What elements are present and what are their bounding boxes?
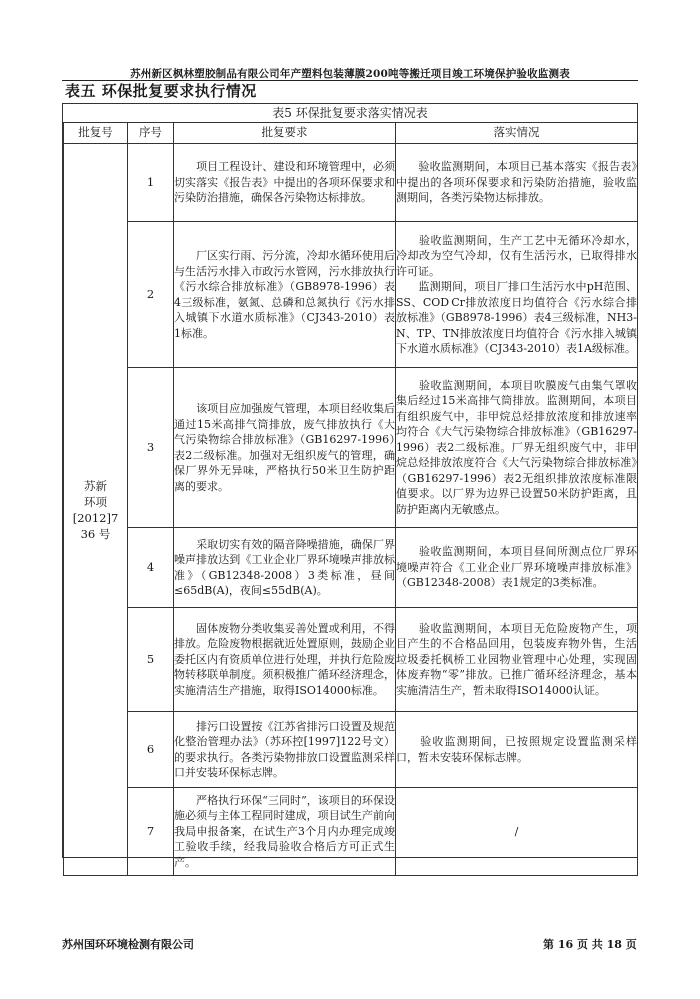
approval-number-cell [64, 144, 128, 876]
result-text: 验收监测期间，本项目昼间所测点位厂界环境噪声符合《工业企业厂界环境噪声排放标准》（GB12348-2008）表1规定的3类标准。 [396, 545, 637, 590]
table-row [64, 788, 638, 876]
page-header-title: 苏州新区枫林塑胶制品有限公司年产塑料包装薄膜200吨等搬迁项目竣工环境保护验收监测表 [130, 68, 570, 80]
requirement-text: 项目工程设计、建设和环境管理中，必须切实落实《报告表》中提出的各项环保要求和污染防治措施，确保各污染物达标排放。 [174, 160, 395, 205]
table-header-row [64, 123, 638, 144]
result-cell [396, 788, 638, 876]
seq-cell: 6 [128, 712, 174, 788]
requirement-cell [174, 144, 396, 222]
requirements-table-frame [62, 103, 638, 869]
table-row [64, 144, 638, 222]
requirement-cell [174, 712, 396, 788]
seq-cell: 1 [128, 144, 174, 222]
requirement-text: 该项目应加强废气管理，本项目经收集后通过15米高排气筒排放，废气排放执行《大气污染物综合排放标准》（GB16297-1996）表2二级标准。加强对无组织废气的管理，确保厂界外无异味，严格执行50米卫生防护距离的要求。 [174, 402, 395, 493]
seq-cell: 7 [128, 788, 174, 876]
requirement-cell [174, 788, 396, 876]
header-requirement: 批复要求 [174, 123, 396, 144]
header-approval-no: 批复号 [64, 123, 128, 144]
result-text: 验收监测期间，已按照规定设置监测采样口，暂未安装环保标志牌。 [396, 735, 637, 764]
requirement-text: 采取切实有效的隔音降噪措施，确保厂界噪声排放达到《工业企业厂界环境噪声排放标准》（GB12348-2008）3类标准，昼间≤65dB(A)，夜间≤55dB(A)。 [174, 537, 395, 597]
requirement-text: 严格执行环保“三同时”，该项目的环保设施必须与主体工程同时建成，项目试生产前向我局申报备案，在试生产3个月内办理完成竣工验收手续，经我局验收合格后方可正式生产。 [174, 793, 395, 869]
footer-company: 苏州国环环境检测有限公司 [62, 938, 194, 951]
table-row [64, 528, 638, 608]
table-row [64, 608, 638, 712]
result-text: 验收监测期间，本项目无危险废物产生，项目产生的不合格品回用，包装废弃物外售，生活垃圾委托枫桥工业园物业管理中心处理，实现固体废弃物“零”排放。已推广循环经济理念，基本实施清洁生产，暂未取得ISO14000认证。 [396, 621, 637, 697]
requirement-text: 固体废物分类收集妥善处置或利用，不得排放。危险废物根据就近处置原则，鼓励企业委托区内有资质单位进行处理，并执行危险废物转移联单制度。须积极推广循环经济理念，实施清洁生产措施，取得ISO14000标准。 [174, 621, 395, 697]
requirement-cell [174, 368, 396, 528]
requirement-cell [174, 528, 396, 608]
result-text: 验收监测期间，生产工艺中无循环冷却水，冷却改为空气冷却，仅有生活污水，已取得排水许可证。 监测期间，项目厂排口生活污水中pH范围、SS、COD Cr排放浓度日均值符合《污水综合排放标准》（GB8978-1996）表4三级标准，NH3-N、TP、TN排放浓度日均值符合《污水排入城镇下水道水质标准》（CJ343-2010）表1A级标准。 [396, 233, 637, 355]
approval-number-text: 苏新 环项 [2012]7 36 号 [72, 478, 119, 541]
result-text: 验收监测期间，本项目已基本落实《报告表》中提出的各项环保要求和污染防治措施，验收监测期间，各类污染物达标排放。 [396, 160, 637, 205]
result-cell [396, 712, 638, 788]
requirement-text: 厂区实行雨、污分流，冷却水循环使用后与生活污水排入市政污水管网，污水排放执行《污水综合排放标准》（GB8978-1996）表4三级标准，氨氮、总磷和总氮执行《污水排入城镇下水道水质标准》（CJ343-2010）表1标准。 [174, 249, 395, 340]
header-seq: 序号 [128, 123, 174, 144]
result-cell [396, 608, 638, 712]
result-text: 验收监测期间，本项目吹膜废气由集气罩收集后经过15米高排气筒排放。监测期间，本项目有组织废气中，非甲烷总烃排放浓度和排放速率均符合《大气污染物综合排放标准》（GB16297-1996）表2二级标准。厂界无组织废气中，非甲烷总烃排放浓度符合《大气污染物综合排放标准》（GB16297-1996）表2无组织排放浓度标准限值要求。以厂界为边界已设置50米防护距离，且防护距离内无敏感点。 [396, 378, 637, 516]
seq-cell: 2 [128, 222, 174, 368]
seq-cell: 4 [128, 528, 174, 608]
seq-cell: 3 [128, 368, 174, 528]
table-row [64, 222, 638, 368]
table-row [64, 712, 638, 788]
requirement-cell [174, 608, 396, 712]
requirement-cell [174, 222, 396, 368]
requirements-table [63, 122, 638, 876]
header-result: 落实情况 [396, 123, 638, 144]
result-text: / [514, 824, 519, 838]
result-cell [396, 222, 638, 368]
seq-cell: 5 [128, 608, 174, 712]
result-cell [396, 144, 638, 222]
table-caption: 表5 环保批复要求落实情况表 [272, 106, 428, 120]
table-row [64, 368, 638, 528]
result-cell [396, 368, 638, 528]
requirement-text: 排污口设置按《江苏省排污口设置及规范化整治管理办法》（苏环控[1997]122号文）的要求执行。各类污染物排放口设置监测采样口并安装环保标志牌。 [174, 719, 395, 779]
section-title: 表五 环保批复要求执行情况 [65, 82, 257, 100]
footer-page-number: 第 16 页 共 18 页 [543, 938, 637, 951]
result-cell [396, 528, 638, 608]
